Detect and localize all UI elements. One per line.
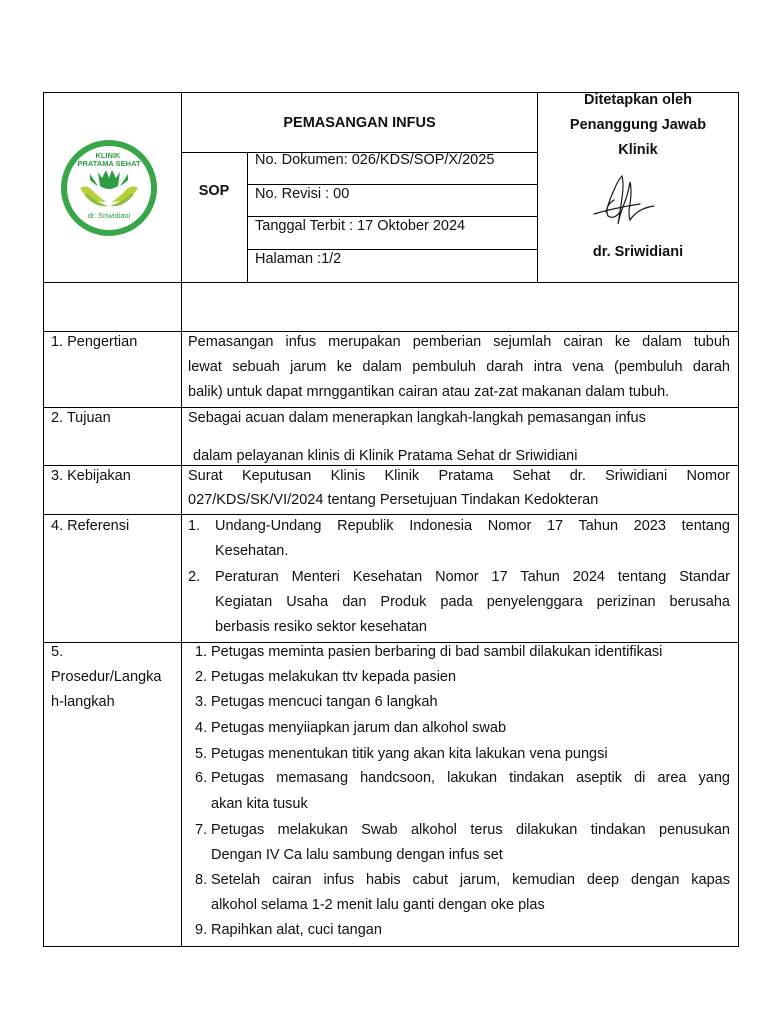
logo-text-doctor: dr. Sriwidiani — [87, 211, 131, 220]
pengertian-text-line: lewat sebuah jarum ke dalam pembuluh darah intra vena (pembuluh darah — [188, 359, 730, 375]
logo-text-klinik: KLINIK — [95, 151, 121, 160]
step-number: 8. — [195, 872, 208, 888]
step-number: 1. — [195, 644, 208, 660]
header-sop-divider — [247, 152, 248, 282]
prosedur-label-line: Prosedur/Langka — [51, 669, 162, 685]
procedure-step: Petugas melakukan Swab alkohol terus dilakukan tindakan penusukan — [211, 822, 730, 838]
procedure-step: Petugas menyiiapkan jarum dan alkohol swab — [211, 720, 507, 736]
issue-date: Tanggal Terbit : 17 Oktober 2024 — [255, 218, 466, 234]
list-item-number: 2. — [188, 569, 201, 585]
tujuan-text-line: dalam pelayanan klinis di Klinik Pratama Sehat dr Sriwidiani — [193, 448, 578, 464]
table-border-bottom — [43, 946, 739, 947]
pengertian-text-line: balik) untuk dapat mrnggantikan cairan atau zat-zat makanan dalam tubuh. — [188, 384, 670, 400]
referensi-label: 4. Referensi — [51, 518, 130, 534]
procedure-step: Petugas mencuci tangan 6 langkah — [211, 694, 438, 710]
approved-by-line2: Penanggung Jawab — [569, 117, 707, 133]
table-border-left — [43, 92, 44, 947]
svg-text:KLINIK PRATAMA SEHAT — [77, 151, 140, 168]
procedure-step: Petugas menentukan titik yang akan kita lakukan vena pungsi — [211, 746, 608, 762]
step-number: 2. — [195, 669, 208, 685]
section-divider — [43, 465, 739, 466]
logo-text-pratama: PRATAMA SEHAT — [77, 159, 141, 168]
section-divider — [43, 331, 739, 332]
procedure-step: Petugas melakukan ttv kepada pasien — [211, 669, 457, 685]
pengertian-label: 1. Pengertian — [51, 334, 138, 350]
procedure-step: akan kita tusuk — [211, 796, 308, 812]
signer-name: dr. Sriwidiani — [592, 244, 684, 260]
approved-by-line1: Ditetapkan oleh — [584, 92, 692, 108]
page-number: Halaman :1/2 — [255, 251, 342, 267]
kebijakan-label: 3. Kebijakan — [51, 468, 131, 484]
step-number: 6. — [195, 770, 208, 786]
kebijakan-text-line: 027/KDS/SK/VI/2024 tentang Persetujuan Tindakan Kedokteran — [188, 492, 599, 508]
sop-label: SOP — [198, 183, 230, 199]
referensi-item-line: berbasis resiko sektor kesehatan — [215, 619, 427, 635]
clinic-logo — [50, 132, 168, 240]
prosedur-label-line: h-langkah — [51, 694, 115, 710]
tujuan-label: 2. Tujuan — [51, 410, 111, 426]
procedure-step: alkohol selama 1-2 menit lalu ganti dengan oke plas — [211, 897, 545, 913]
step-number: 4. — [195, 720, 208, 736]
step-number: 7. — [195, 822, 208, 838]
referensi-item-line: Undang-Undang Republik Indonesia Nomor 17 Tahun 2023 tentang — [215, 518, 730, 534]
pengertian-text-line: Pemasangan infus merupakan pemberian sejumlah cairan ke dalam tubuh — [188, 334, 730, 350]
step-number: 5. — [195, 746, 208, 762]
referensi-item-line: Kesehatan. — [215, 543, 289, 559]
tujuan-text-line: Sebagai acuan dalam menerapkan langkah-langkah pemasangan infus — [188, 410, 646, 426]
table-column-divider — [181, 92, 182, 947]
approved-by-line3: Klinik — [618, 142, 658, 158]
procedure-step: Setelah cairan infus habis cabut jarum, kemudian deep dengan kapas — [211, 872, 730, 888]
list-item-number: 1. — [188, 518, 201, 534]
procedure-step: Petugas memasang handcsoon, lakukan tindakan aseptik di area yang — [211, 770, 730, 786]
kebijakan-text-line: Surat Keputusan Klinis Klinik Pratama Sehat dr. Sriwidiani Nomor — [188, 468, 730, 484]
section-divider — [43, 407, 739, 408]
referensi-item-line: Peraturan Menteri Kesehatan Nomor 17 Tahun 2024 tentang Standar — [215, 569, 730, 585]
step-number: 9. — [195, 922, 208, 938]
table-border-right — [738, 92, 739, 947]
document-title: PEMASANGAN INFUS — [283, 115, 436, 131]
procedure-step: Petugas meminta pasien berbaring di bad sambil dilakukan identifikasi — [211, 644, 663, 660]
revision-number: No. Revisi : 00 — [255, 186, 350, 202]
procedure-step: Dengan IV Ca lalu sambung dengan infus set — [211, 847, 503, 863]
section-divider — [43, 282, 739, 283]
prosedur-label-line: 5. — [51, 644, 64, 660]
procedure-step: Rapihkan alat, cuci tangan — [211, 922, 382, 938]
step-number: 3. — [195, 694, 208, 710]
document-number: No. Dokumen: 026/KDS/SOP/X/2025 — [255, 152, 495, 168]
referensi-item-line: Kegiatan Usaha dan Produk pada penyelenggara perizinan berusaha — [215, 594, 730, 610]
signature — [584, 164, 664, 234]
section-divider — [43, 514, 739, 515]
